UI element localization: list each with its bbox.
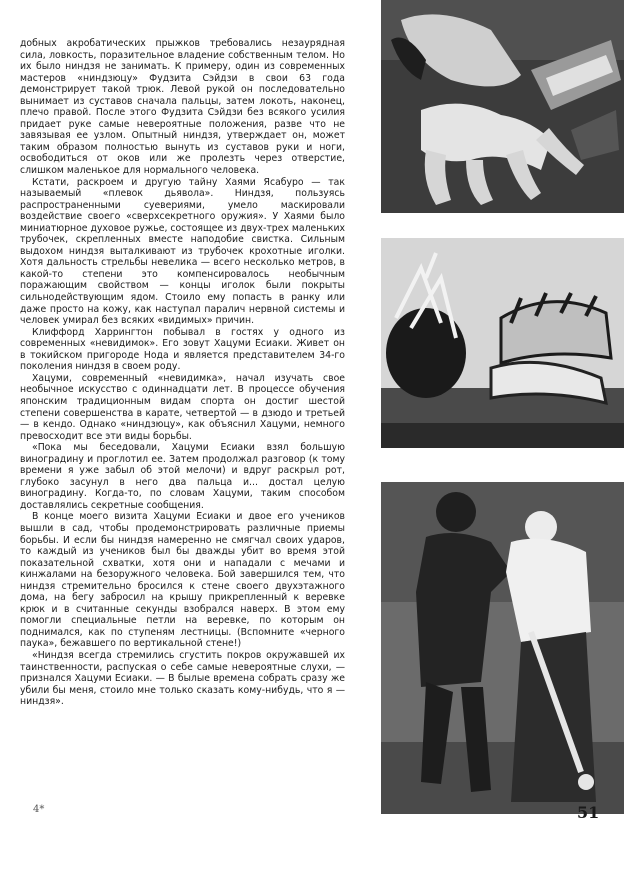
page-number: 51 (577, 803, 600, 822)
article-text-column (20, 38, 345, 708)
hand-photo (381, 0, 624, 213)
paragraph: «Пока мы беседовали, Хацуми Есиаки взял большую виноградину и проглотил ее. Затем продолжал разговор (к тому времени я уже забыл об этой мелочи) и вдруг раскрыл рот, глубоко засунул в него два пальца и... достал целую виноградину. Когда-то, по словам Хацуми, таким способом доставлялись секретные сообщения. (20, 442, 345, 511)
fight-demonstration-photo (381, 482, 624, 814)
claws-photo (381, 238, 624, 448)
paragraph: В конце моего визита Хацуми Есиаки и двое его учеников вышли в сад, чтобы продемонстрировать различные приемы борьбы. И если бы ниндзя намеренно не смягчал своих ударов, то каждый из учеников был бы дважды убит во время этой показательной схватки, хотя они и нападали с мечами и кинжалами на безоружного человека. Бой завершился тем, что ниндзя стремительно бросился к стене своего двухэтажного дома, на бегу забросил на крышу прикрепленный к веревке крюк и в считанные секунды взобрался наверх. В этом ему помогли специальные петли на веревке, по которым он поднимался, как по ступеням лестницы. (Вспомните «черного паука», бежавшего по вертикальной стене!) (20, 511, 345, 650)
paragraph: добных акробатических прыжков требовались незаурядная сила, ловкость, поразительное владение собственным телом. Но их было ниндзя не занимать. К примеру, один из современных мастеров «ниндзюцу» Фудзита Сэйдзи в свои 63 года демонстрирует такой трюк. Левой рукой он последовательно вынимает из суставов сначала пальцы, затем локоть, наконец, плечо правой. После этого Фудзита Сэйдзи без всякого усилия придает руке самые невероятные положения, разве что не завязывая ее узлом. Опытный ниндзя, утверждает он, может таким образом полностью вынуть из суставов руки и ноги, освободиться от оков или же пролезть через отверстие, слишком маленькое для нормального человека. (20, 38, 345, 177)
paragraph: Хацуми, современный «невидимка», начал изучать свое необычное искусство с одиннадцати лет. В процессе обучения японским традиционным видам спорта он достиг шестой степени совершенства в карате, четвертой — в дзюдо и третьей — в кендо. Однако «ниндзюцу», как объяснил Хацуми, немного превосходит все эти виды борьбы. (20, 372, 345, 442)
paragraph: Кстати, раскроем и другую тайну Хаями Ясабуро — так называемый «плевок дьявола». Ниндзя, пользуясь распространенными суевериями, умело маскировали воздействие своего «сверхсекретного оружия». У Хаями было миниатюрное духовое ружье, состоящее из двух-трех маленьких трубочек, скрепленных вместе наподобие свистка. Сильным выдохом ниндзя выталкивают из трубочек крохотные иголки. Хотя дальность стрельбы невелика — всего несколько метров, в какой-то степени это компенсировалось необычным поражающим свойством — концы иголок были покрыты сильнодействующим ядом. Стоило ему попасть в ранку или даже просто на кожу, как наступал паралич нервной системы и человек умирал без всяких «видимых» причин. (20, 176, 345, 327)
signature-mark: 4* (33, 804, 45, 815)
paragraph: «Ниндзя всегда стремились сгустить покров окружавшей их таинственности, распуская о себе самые невероятные слухи, — признался Хацуми Есиаки. — В былые времена собрать сразу же убили бы меня, стоило мне только сказать кому-нибудь, что я — ниндзя». (20, 649, 345, 708)
paragraph: Клиффорд Харрингтон побывал в гостях у одного из современных «невидимок». Его зовут Хацуми Есиаки. Живет он в токийском пригороде Нода и является представителем 34-го поколения ниндзя в своем роду. (20, 326, 345, 373)
